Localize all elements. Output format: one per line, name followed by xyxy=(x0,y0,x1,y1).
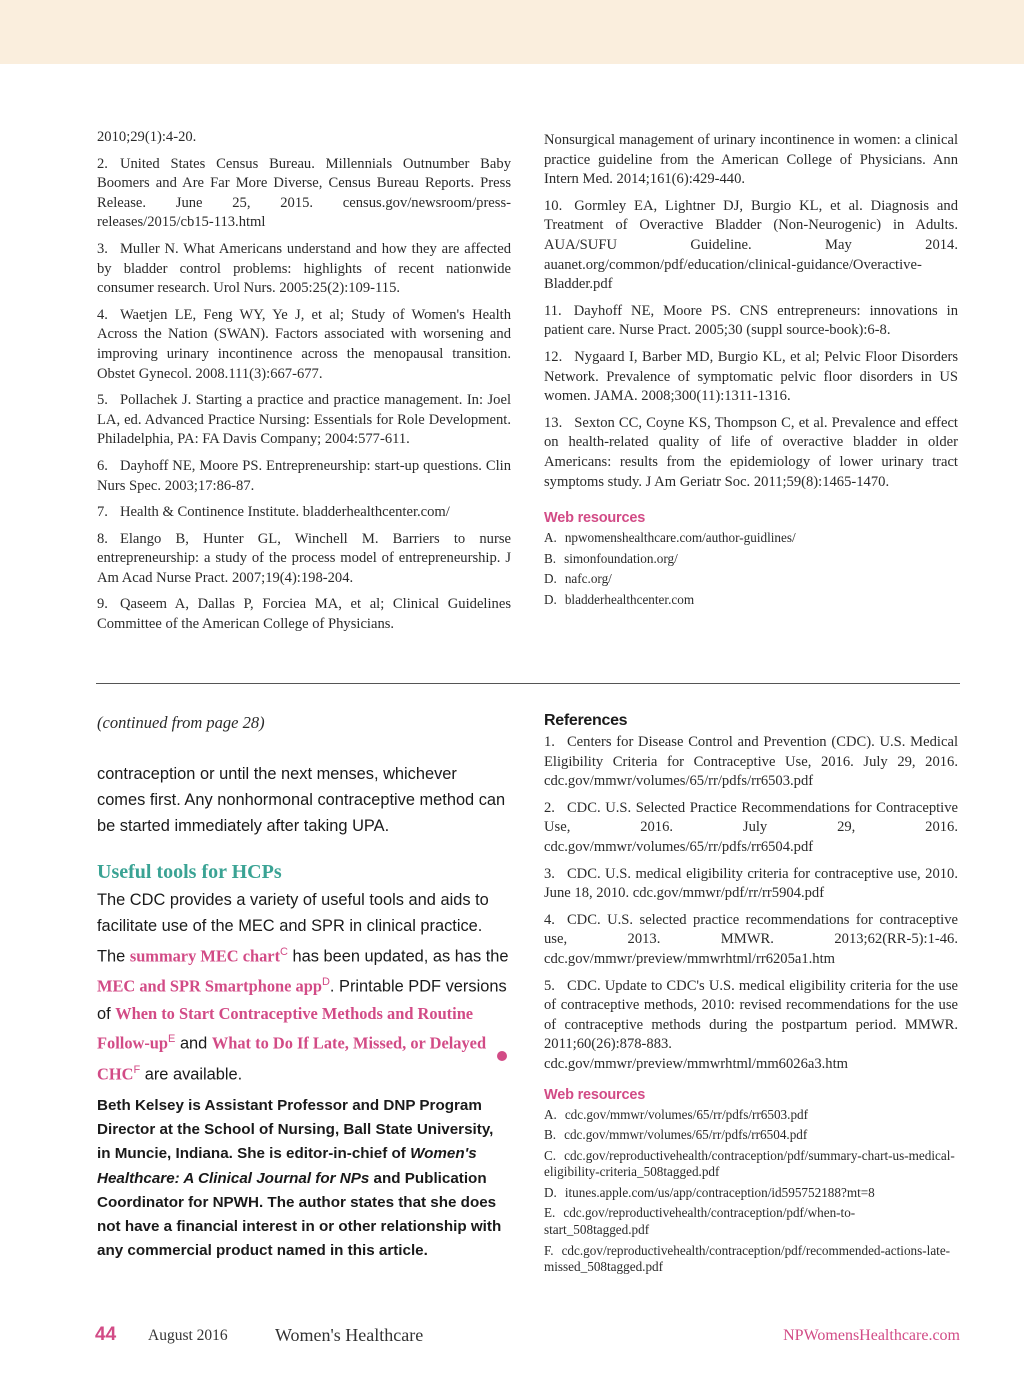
reference-item: 8. Elango B, Hunter GL, Winchell M. Barriers to nurse entrepreneurship: a study of the process model of entrepreneurship. J Am Acad Nurse Pract. 2007;19(4):198-204. xyxy=(97,530,511,586)
page-number: 44 xyxy=(95,1324,117,1345)
reference-item: 6. Dayhoff NE, Moore PS. Entrepreneurship: start-up questions. Clin Nurs Spec. 2003;17:86-87. xyxy=(97,457,511,494)
lower-right-references xyxy=(544,712,958,1280)
web-resource-item: F. cdc.gov/reproductivehealth/contraception/pdf/recommended-actions-late-missed_508tagged.pdf xyxy=(544,1242,951,1275)
reference-item: 10. Gormley EA, Lightner DJ, Burgio KL, et al. Diagnosis and Treatment of Overactive Bladder (Non-Neurogenic) in Adults. AUA/SUFU Guideline. May 2014. auanet.org/common/pdf/education/clinical-guidance/Overactive-Bladder.pdf xyxy=(544,197,958,293)
continued-note: (continued from page 28) xyxy=(97,713,265,732)
summary-mec-chart-link[interactable]: summary MEC chart xyxy=(129,946,281,966)
web-resource-item: C. cdc.gov/reproductivehealth/contraception/pdf/summary-chart-us-medical-eligibility-criteria_508tagged.pdf xyxy=(544,1147,955,1180)
reference-item: 5. Pollachek J. Starting a practice and practice management. In: Joel LA, ed. Advanced Practice Nursing: Essentials for Role Development. Philadelphia, PA: FA Davis Company; 2004:577-611. xyxy=(97,392,511,448)
late-missed-chc-link[interactable]: What to Do If Late, Missed, or Delayed CHC xyxy=(97,1033,487,1084)
reference-item: 4. Waetjen LE, Feng WY, Ye J, et al; Study of Women's Health Across the Nation (SWAN). Factors associated with worsening and improving urinary incontinence across the menopausal transition. Obstet Gynecol. 2008.111(3):667-677. xyxy=(97,306,511,382)
body-paragraph: contraception or until the next menses, whichever comes first. Any nonhormonal contraceptive method can be started immediately after taking UPA. xyxy=(97,765,506,835)
reference-item: 12. Nygaard I, Barber MD, Burgio KL, et al; Pelvic Floor Disorders Network. Prevalence of symptomatic pelvic floor disorders in US women. JAMA. 2008;300(11):1311-1316. xyxy=(544,348,958,405)
footnote-marker: F xyxy=(133,1063,141,1076)
web-resource-item: A. cdc.gov/mmwr/volumes/65/rr/pdfs/rr6503.pdf xyxy=(544,1106,809,1122)
when-to-start-link[interactable]: When to Start Contraceptive Methods and Routine Follow-up xyxy=(97,1003,474,1053)
header-band xyxy=(0,0,1024,64)
end-of-article-dot xyxy=(497,1051,507,1061)
web-resource-item: A. npwomenshealthcare.com/author-guidlines/ xyxy=(544,530,796,546)
web-resource-item: D. bladderhealthcenter.com xyxy=(544,591,695,607)
reference-item: 3. CDC. U.S. medical eligibility criteria for contraceptive use, 2010. June 18, 2010. cdc.gov/mmwr/pdf/rr/rr5904.pdf xyxy=(544,865,958,902)
page-footer xyxy=(0,1324,1024,1354)
smartphone-app-link[interactable]: MEC and SPR Smartphone app xyxy=(97,976,322,996)
web-resources-heading: Web resources xyxy=(544,510,646,527)
footnote-marker: E xyxy=(168,1033,176,1046)
section-divider xyxy=(96,683,960,684)
body-paragraph: The CDC provides a variety of useful tools and aids to facilitate use of the MEC and SPR in clinical practice. The summary MEC chart$^C$ has been updated, as has the MEC and SPR Smartphone app$^D$. Printable PDF versions of When to Start Contraceptive Methods and Routine Follow-$up^E$ and What to Do If Late, Missed, or Delayed $CHC^F$ are available. xyxy=(97,891,509,1084)
reference-item: 13. Sexton CC, Coyne KS, Thompson C, et al. Prevalence and effect on health-related quality of life of overactive bladder in older Americans: results from the epidemiology of lower urinary tract symptoms study. J Am Geriatr Soc. 2011;59(8):1465-1470. xyxy=(544,414,958,490)
bio-paragraph: Beth Kelsey is Assistant Professor and DNP Program Director at the School of Nursing, Ball State University, in Muncie, Indiana. She is editor-in-chief of Women's Healthcare: A Clinical Journal for NPs and Publication Coordinator for NPWH. The author states that she does not have a financial interest in or other relationship with any commercial product named in this article. xyxy=(97,1097,502,1260)
upper-right-references xyxy=(544,131,958,612)
web-resource-item: B. simonfoundation.org/ xyxy=(544,550,678,566)
references-heading: References xyxy=(544,712,628,729)
website-link[interactable]: NPWomensHealthcare.com xyxy=(783,1327,960,1344)
upper-left-references xyxy=(97,128,511,642)
reference-item: 2010;29(1):4-20. xyxy=(97,129,197,145)
reference-item: 9. Qaseem A, Dallas P, Forciea MA, et al; Clinical Guidelines Committee of the American College of Physicians. xyxy=(97,596,511,633)
web-resource-item: E. cdc.gov/reproductivehealth/contraception/pdf/when-to-start_508tagged.pdf xyxy=(544,1205,856,1238)
footnote-marker: D xyxy=(321,976,330,989)
reference-item: 2. CDC. U.S. Selected Practice Recommendations for Contraceptive Use, 2016. July 29, 2016. cdc.gov/mmwr/volumes/65/rr/pdfs/rr6504.pdf xyxy=(544,799,958,855)
footnote-marker: C xyxy=(280,945,288,958)
web-resource-item: B. cdc.gov/mmwr/volumes/65/rr/pdfs/rr6504.pdf xyxy=(544,1127,808,1143)
reference-item: 7. Health & Continence Institute. bladderhealthcenter.com/ xyxy=(97,504,450,521)
issue-date: August 2016 xyxy=(148,1327,228,1344)
magazine-name: Women's Healthcare xyxy=(275,1325,424,1345)
reference-item: 2. United States Census Bureau. Millennials Outnumber Baby Boomers and Are Far More Diverse, Census Bureau Reports. Press Release. June 25, 2015. census.gov/newsroom/press-releases/2015/cb15-113.html xyxy=(97,155,511,231)
article-body xyxy=(97,762,509,1088)
web-resource-item: D. itunes.apple.com/us/app/contraception/id595752188?mt=8 xyxy=(544,1184,875,1200)
author-bio xyxy=(97,1094,509,1263)
reference-item: 4. CDC. U.S. selected practice recommendations for contraceptive use, 2013. MMWR. 2013;62(RR-5):1-46. cdc.gov/mmwr/preview/mmwrhtml/rr6205a1.htm xyxy=(544,911,958,967)
reference-item: 5. CDC. Update to CDC's U.S. medical eligibility criteria for the use of contraceptive methods, 2010: revised recommendations for the use of contraceptive methods during the postpartum period. MMWR. 2011;60(26):878-883. cdc.gov/mmwr/preview/mmwrhtml/mm6026a3.htm xyxy=(544,977,958,1072)
web-resource-item: D. nafc.org/ xyxy=(544,571,612,587)
reference-item: 11. Dayhoff NE, Moore PS. CNS entrepreneurs: innovations in patient care. Nurse Pract. 2005;30 (suppl source-book):6-8. xyxy=(544,302,958,339)
reference-item: 1. Centers for Disease Control and Prevention (CDC). U.S. Medical Eligibility Criteria for Contraceptive Use, 2016. July 29, 2016. cdc.gov/mmwr/volumes/65/rr/pdfs/rr6503.pdf xyxy=(544,734,958,790)
reference-item: Nonsurgical management of urinary incontinence in women: a clinical practice guideline from the American College of Physicians. Ann Intern Med. 2014;161(6):429-440. xyxy=(544,132,958,188)
web-resources-heading: Web resources xyxy=(544,1086,646,1103)
reference-item: 3. Muller N. What Americans understand and how they are affected by bladder control problems: highlights of recent nationwide consumer research. Urol Nurs. 2005:25(2):109-115. xyxy=(97,240,511,297)
section-heading: Useful tools for HCPs xyxy=(97,861,282,884)
